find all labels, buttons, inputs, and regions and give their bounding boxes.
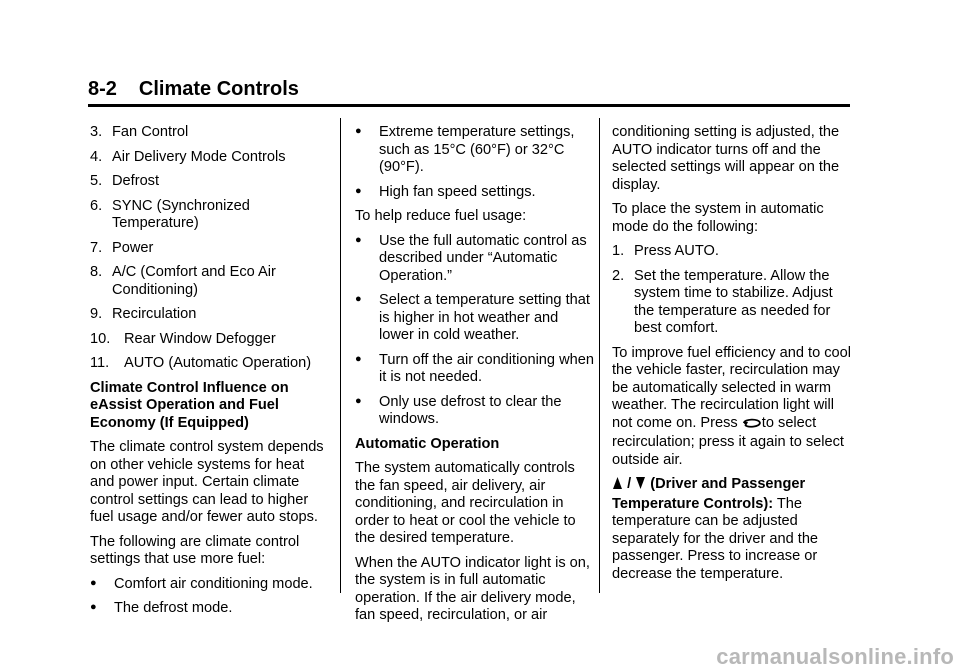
bullet-icon: ● (355, 233, 362, 246)
paragraph: To place the system in automatic mode do the following: (612, 201, 824, 235)
column-divider (340, 118, 341, 593)
column-divider (599, 118, 600, 593)
temperature-down-icon (635, 476, 646, 496)
list-item: 4. Air Delivery Mode Controls (90, 148, 286, 165)
list-item: 1. Press AUTO. (612, 243, 719, 259)
paragraph: When the AUTO indicator light is on, the system is in full automatic operation. If the air delivery mode, fan speed, recirculation, or air (355, 554, 590, 623)
list-item: 9. Recirculation (90, 306, 197, 322)
paragraph: The climate control system depends on other vehicle systems for heat and power input. Certain climate control settings can lead to higher fuel usage and/or fewer auto stops. (90, 439, 324, 525)
bullet-item: ● Use the full automatic control as described under “Automatic Operation.” (355, 232, 587, 284)
header-rule (88, 104, 850, 107)
section-heading: Automatic Operation (355, 435, 500, 452)
column-2 (355, 124, 595, 632)
bullet-item: ● High fan speed settings. (355, 183, 536, 200)
list-item: 5. Defrost (90, 173, 160, 189)
list-item: 10. Rear Window Defogger (90, 330, 276, 347)
bullet-icon: ● (90, 576, 97, 589)
paragraph: The following are climate control settings that use more fuel: (90, 533, 300, 567)
section-title: Climate Controls (138, 78, 299, 100)
bullet-item: ● Comfort air conditioning mode. (90, 575, 313, 592)
bullet-item: ● Only use defrost to clear the windows. (355, 393, 562, 427)
paragraph: conditioning setting is adjusted, the AUTO indicator turns off and the selected settings will appear on the display. (612, 124, 840, 193)
bullet-item: ● The defrost mode. (90, 600, 233, 616)
section-heading: Climate Control Influence on eAssist Operation and Fuel Economy (If Equipped) (90, 379, 289, 431)
bullet-icon: ● (355, 352, 362, 365)
list-item: 11. AUTO (Automatic Operation) (90, 355, 312, 371)
bullet-icon: ● (355, 394, 362, 407)
column-1 (90, 124, 330, 625)
paragraph: / (Driver and Passenger Temperature Controls): The temperature can be adjusted separately for the driver and the passenger. Press to increase or decrease the temperature. (612, 476, 819, 582)
temperature-up-icon (612, 476, 623, 496)
list-item: 3. Fan Control (90, 124, 189, 140)
paragraph: To improve fuel efficiency and to cool the vehicle faster, recirculation may be automatically selected in warm weather. The recirculation light will not come on. Press to select recirculation; press it again to select outside air. (612, 344, 852, 468)
paragraph: The system automatically controls the fan speed, air delivery, air conditioning, and recirculation in order to heat or cool the vehicle to the desired temperature. (355, 460, 576, 546)
bullet-icon: ● (355, 293, 362, 305)
page-header (88, 78, 299, 101)
bullet-item: ● Select a temperature setting that is higher in hot weather and lower in cold weather. (355, 292, 590, 343)
list-item: 6. SYNC (Synchronized Temperature) (90, 197, 250, 231)
bullet-icon: ● (355, 184, 362, 197)
list-item: 7. Power (90, 239, 154, 256)
bullet-icon: ● (90, 601, 97, 613)
paragraph: To help reduce fuel usage: (355, 208, 527, 224)
column-3 (612, 124, 852, 590)
watermark: carmanualsonline.info (716, 644, 954, 669)
list-item: 2. Set the temperature. Allow the system time to stabilize. Adjust the temperature as needed for best comfort. (612, 267, 833, 336)
section-number: 8-2 (88, 78, 117, 100)
bullet-item: ● Extreme temperature settings, such as 15°C (60°F) or 32°C (90°F). (355, 124, 575, 175)
bullet-item: ● Turn off the air conditioning when it is not needed. (355, 351, 594, 385)
list-item: 8. A/C (Comfort and Eco Air Conditioning) (90, 264, 276, 298)
bullet-icon: ● (355, 125, 362, 137)
recirculation-icon (742, 417, 762, 435)
